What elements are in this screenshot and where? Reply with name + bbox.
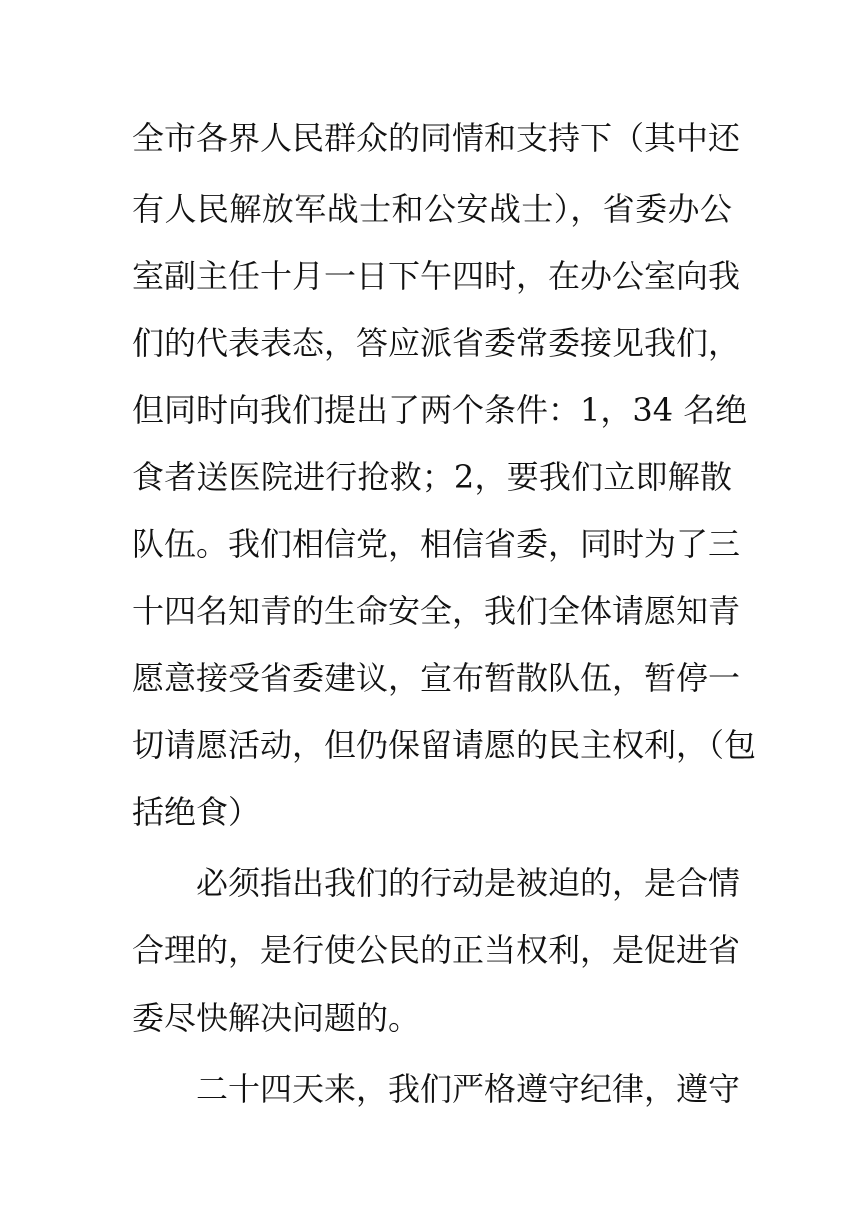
text-line: 愿意接受省委建议，宣布暂散队伍，暂停一 xyxy=(132,659,741,697)
text-line: 食者送医院进行抢救；2，要我们立即解散 xyxy=(132,458,732,496)
text-line: 括绝食） xyxy=(132,793,261,831)
text-line: 切请愿活动，但仍保留请愿的民主权利，（包 xyxy=(132,726,757,764)
text-line: 们的代表表态，答应派省委常委接见我们， xyxy=(132,324,741,362)
paragraph-first-line: 二十四天来，我们严格遵守纪律，遵守 xyxy=(196,1070,741,1108)
text-line: 队伍。我们相信党，相信省委，同时为了三 xyxy=(132,525,741,563)
text-line: 全市各界人民群众的同情和支持下（其中还 xyxy=(132,119,741,157)
text-line: 但同时向我们提出了两个条件：1，34 名绝 xyxy=(132,391,748,429)
text-line: 合理的，是行使公民的正当权利，是促进省 xyxy=(132,931,741,969)
text-line: 室副主任十月一日下午四时，在办公室向我 xyxy=(132,257,741,295)
text-line: 委尽快解决问题的。 xyxy=(132,999,421,1037)
text-line: 有人民解放军战士和公安战士），省委办公 xyxy=(132,190,732,228)
text-line: 十四名知青的生命安全，我们全体请愿知青 xyxy=(132,592,741,630)
paragraph-first-line: 必须指出我们的行动是被迫的，是合情 xyxy=(196,864,741,902)
